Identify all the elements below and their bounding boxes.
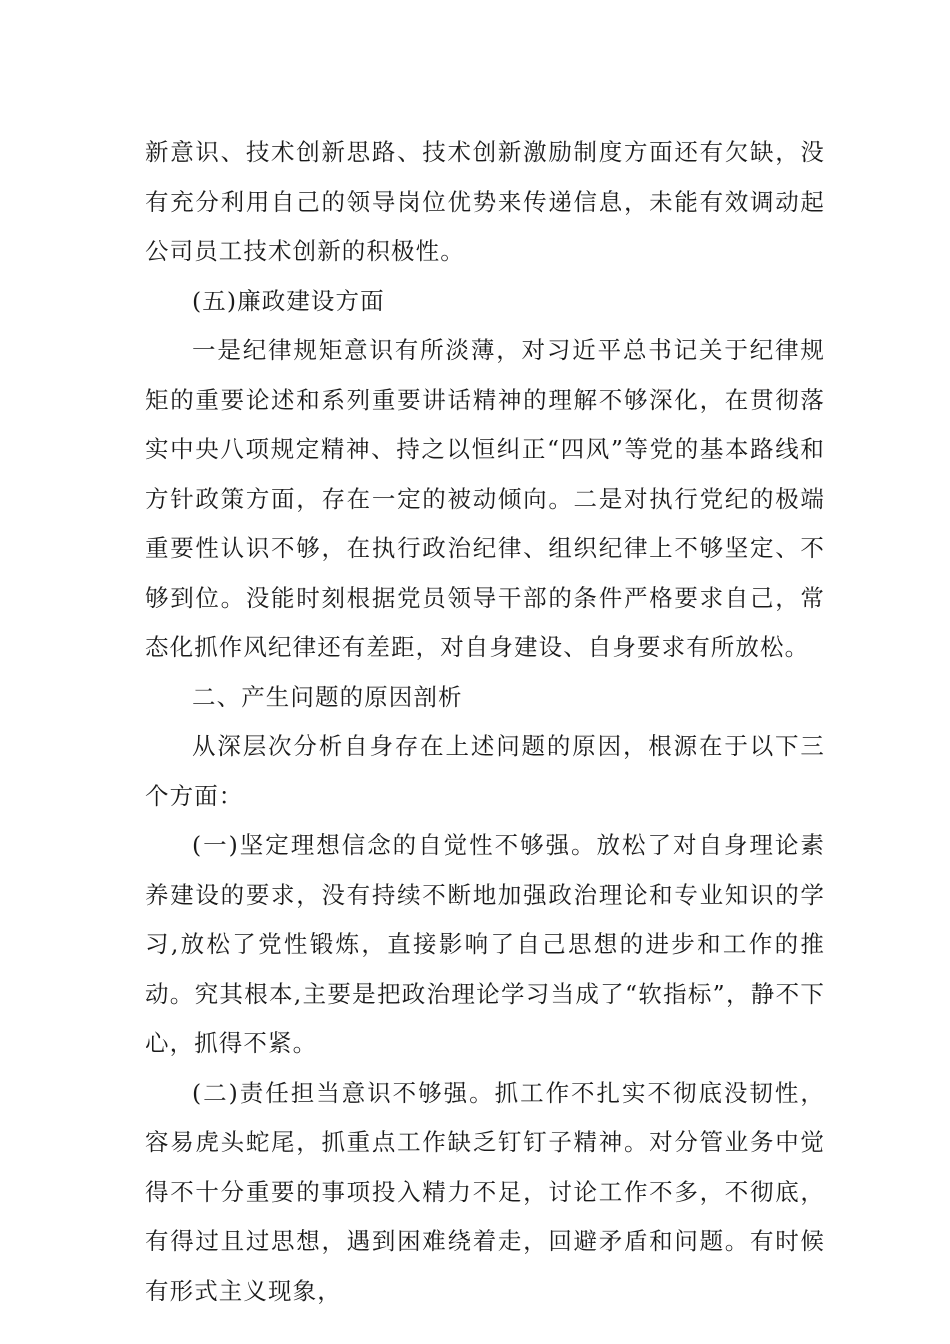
heading-integrity: (五)廉政建设方面 [192,286,385,315]
paragraph-discipline: 一是纪律规矩意识有所淡薄，对习近平总书记关于纪律规矩的重要论述和系列重要讲话精神的理解不够深化，在贯彻落实中央八项规定精神、持之以恒纠正“四风”等党的基本路线和方针政策方面，存在一定的被动倾向。二是对执行党纪的极端重要性认识不够，在执行政治纪律、组织纪律上不够坚定、不够到位。没能时刻根据党员领导干部的条件严格要求自己，常态化抓作风纪律还有差距，对自身建设、自身要求有所放松。 [145,336,825,661]
paragraph-root-causes: 从深层次分析自身存在上述问题的原因，根源在于以下三个方面： [145,732,825,810]
paragraph-responsibility: (二)责任担当意识不够强。抓工作不扎实不彻底没韧性，容易虎头蛇尾，抓重点工作缺乏钉钉子精神。对分管业务中觉得不十分重要的事项投入精力不足，讨论工作不多，不彻底，有得过且过思想，遇到困难绕着走，回避矛盾和问题。有时候有形式主义现象， [145,1078,825,1305]
paragraph-innovation: 新意识、技术创新思路、技术创新激励制度方面还有欠缺，没有充分利用自己的领导岗位优势来传递信息，未能有效调动起公司员工技术创新的积极性。 [145,138,825,265]
document-body [145,128,825,1316]
paragraph-ideals-beliefs: (一)坚定理想信念的自觉性不够强。放松了对自身理论素养建设的要求，没有持续不断地加强政治理论和专业知识的学习,放松了党性锻炼，直接影响了自己思想的进步和工作的推动。究其根本,主要是把政治理论学习当成了“软指标”，静不下心，抓得不紧。 [145,831,825,1057]
heading-cause-analysis: 二、产生问题的原因剖析 [192,682,463,711]
